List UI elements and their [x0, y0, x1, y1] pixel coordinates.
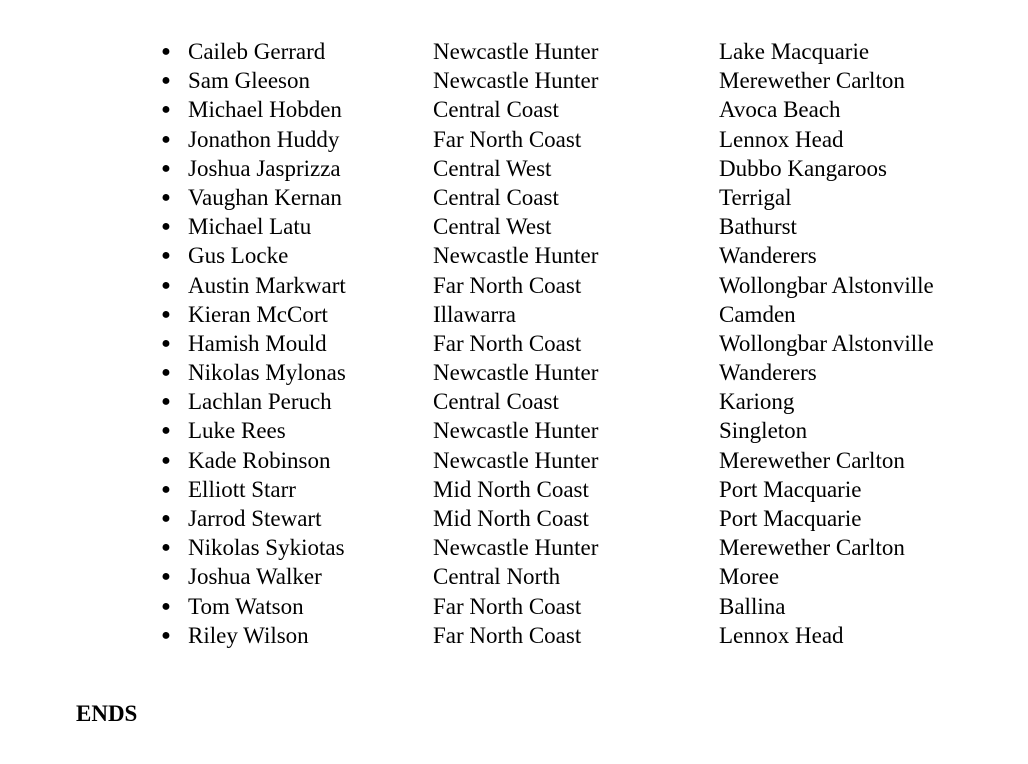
player-club: Kariong — [719, 389, 795, 415]
bullet-icon: ● — [161, 568, 171, 586]
player-region: Far North Coast — [433, 272, 582, 298]
player-region: Newcastle Hunter — [433, 535, 599, 561]
player-name: Elliott Starr — [188, 476, 296, 502]
list-item — [0, 446, 1028, 475]
bullet-icon: ● — [161, 626, 171, 644]
player-club: Camden — [719, 301, 796, 327]
player-region: Illawarra — [433, 301, 516, 327]
player-region: Central Coast — [433, 97, 559, 123]
player-region: Central Coast — [433, 184, 559, 210]
player-name: Kieran McCort — [188, 301, 328, 327]
list-item — [0, 66, 1028, 95]
player-region: Central West — [433, 214, 552, 240]
list-item — [0, 329, 1028, 358]
list-item — [0, 358, 1028, 387]
player-name: Kade Robinson — [188, 447, 331, 473]
bullet-icon: ● — [161, 597, 171, 615]
player-name: Jarrod Stewart — [188, 506, 322, 531]
player-name: Michael Latu — [188, 214, 312, 240]
player-club: Wanderers — [719, 243, 817, 269]
player-club: Singleton — [719, 418, 808, 444]
list-item — [0, 212, 1028, 241]
bullet-icon: ● — [161, 451, 171, 469]
player-name: Jonathon Huddy — [188, 126, 340, 152]
player-region: Mid North Coast — [433, 476, 589, 502]
player-club: Bathurst — [719, 214, 797, 240]
bullet-icon: ● — [161, 422, 171, 440]
player-region: Newcastle Hunter — [433, 360, 599, 386]
player-region: Central West — [433, 155, 552, 181]
bullet-icon: ● — [161, 159, 171, 177]
bullet-icon: ● — [161, 510, 171, 527]
list-item — [0, 416, 1028, 445]
player-region: Far North Coast — [433, 593, 582, 619]
player-region: Mid North Coast — [433, 506, 589, 531]
player-club: Ballina — [719, 593, 786, 619]
player-club: Port Macquarie — [719, 506, 862, 531]
player-region: Newcastle Hunter — [433, 68, 599, 94]
bullet-icon: ● — [161, 305, 171, 323]
ends-label: ENDS — [76, 701, 138, 726]
player-name: Sam Gleeson — [188, 68, 311, 94]
player-region: Newcastle Hunter — [433, 447, 599, 473]
player-club: Terrigal — [719, 184, 792, 210]
player-name: Luke Rees — [188, 418, 286, 444]
list-item — [0, 533, 1028, 562]
player-club: Port Macquarie — [719, 476, 862, 502]
list-item — [0, 271, 1028, 300]
player-club: Merewether Carlton — [719, 68, 905, 94]
player-region: Far North Coast — [433, 330, 582, 356]
bullet-icon: ● — [161, 43, 171, 60]
player-region: Newcastle Hunter — [433, 418, 599, 444]
player-name: Joshua Jasprizza — [188, 155, 341, 181]
player-region: Newcastle Hunter — [433, 243, 599, 269]
player-name: Nikolas Sykiotas — [188, 535, 345, 561]
list-item — [0, 562, 1028, 591]
player-name: Gus Locke — [188, 243, 289, 269]
player-club: Wollongbar Alstonville — [719, 272, 934, 298]
player-club: Lake Macquarie — [719, 39, 870, 64]
player-name: Tom Watson — [188, 593, 304, 619]
bullet-icon: ● — [161, 334, 171, 352]
list-item — [0, 125, 1028, 154]
player-club: Lennox Head — [719, 126, 844, 152]
player-name: Hamish Mould — [188, 330, 327, 356]
player-name: Vaughan Kernan — [188, 184, 342, 210]
bullet-icon: ● — [161, 480, 171, 498]
player-club: Lennox Head — [719, 622, 844, 648]
bullet-icon: ● — [161, 276, 171, 294]
player-club: Merewether Carlton — [719, 447, 905, 473]
player-club: Dubbo Kangaroos — [719, 155, 887, 181]
list-item — [0, 387, 1028, 416]
bullet-icon: ● — [161, 364, 171, 382]
bullet-icon: ● — [161, 218, 171, 236]
list-item — [0, 504, 1028, 533]
player-club: Wanderers — [719, 360, 817, 386]
bullet-icon: ● — [161, 393, 171, 411]
list-item — [0, 37, 1028, 66]
player-list — [0, 37, 1028, 650]
bullet-icon: ● — [161, 247, 171, 265]
bullet-icon: ● — [161, 130, 171, 148]
bullet-icon: ● — [161, 539, 171, 557]
player-name: Austin Markwart — [188, 272, 346, 298]
bullet-icon: ● — [161, 72, 171, 90]
player-club: Avoca Beach — [719, 97, 841, 123]
bullet-icon: ● — [161, 188, 171, 206]
list-item — [0, 95, 1028, 124]
player-region: Central North — [433, 564, 561, 590]
list-item — [0, 621, 1028, 650]
player-club: Merewether Carlton — [719, 535, 905, 561]
player-region: Newcastle Hunter — [433, 39, 599, 64]
list-item — [0, 592, 1028, 621]
bullet-icon: ● — [161, 101, 171, 119]
player-club: Wollongbar Alstonville — [719, 330, 934, 356]
player-name: Caileb Gerrard — [188, 39, 326, 64]
list-item — [0, 183, 1028, 212]
player-club: Moree — [719, 564, 780, 590]
player-name: Nikolas Mylonas — [188, 360, 346, 386]
player-name: Joshua Walker — [188, 564, 322, 590]
list-item — [0, 154, 1028, 183]
player-region: Far North Coast — [433, 126, 582, 152]
player-name: Michael Hobden — [188, 97, 342, 123]
list-item — [0, 241, 1028, 270]
list-item — [0, 475, 1028, 504]
player-name: Riley Wilson — [188, 622, 309, 648]
player-region: Far North Coast — [433, 622, 582, 648]
player-name: Lachlan Peruch — [188, 389, 332, 415]
player-region: Central Coast — [433, 389, 559, 415]
list-item — [0, 300, 1028, 329]
